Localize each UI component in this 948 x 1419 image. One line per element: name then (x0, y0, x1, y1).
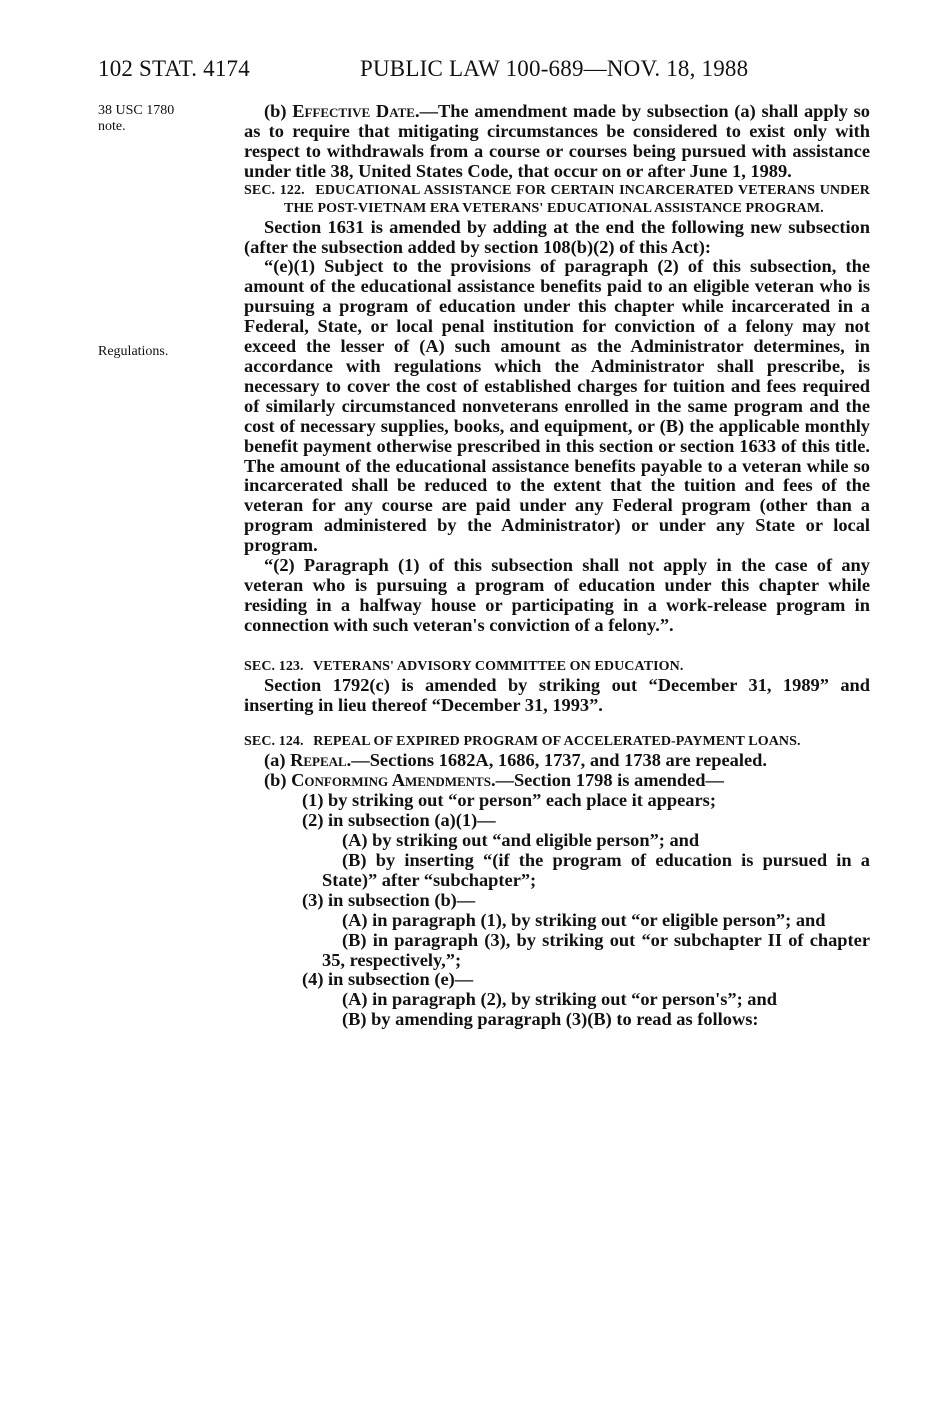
margin-note-usc-line2: note. (98, 119, 126, 134)
effective-date-heading: Effective Date. (292, 101, 420, 121)
amendment-item: (2) in subsection (a)(1)— (302, 810, 496, 831)
repeal-text: —Sections 1682A, 1686, 1737, and 1738 are repealed. (351, 750, 767, 771)
section-123-text: Section 1792(c) is amended by striking out “December 31, 1989” and inserting in lieu thereof “December 31, 1993”. (244, 674, 870, 715)
section-124-title: REPEAL OF EXPIRED PROGRAM OF ACCELERATED-PAYMENT LOANS. (313, 734, 801, 750)
section-124-subsection-a (244, 751, 870, 771)
law-title: PUBLIC LAW 100-689—NOV. 18, 1988 (360, 56, 749, 81)
section-122-number: SEC. 122. (244, 182, 305, 198)
conforming-heading: Conforming Amendments. (291, 770, 496, 791)
amendment-item: (1) by striking out “or person” each place it appears; (302, 790, 716, 811)
section-124-subsection-b (244, 771, 870, 791)
margin-note-regulations: Regulations. (98, 344, 169, 359)
margin-note-usc (98, 103, 218, 135)
margin-note-usc-line1: 38 USC 1780 (98, 103, 175, 118)
repeal-prefix: (a) (264, 750, 286, 771)
section-123-heading (244, 658, 870, 676)
section-124-heading (244, 733, 870, 751)
section-122-heading (244, 182, 870, 218)
document-body (244, 102, 870, 1030)
stat-citation: 102 STAT. 4174 (98, 56, 250, 81)
amendment-item: (A) by striking out “and eligible person”; and (342, 830, 700, 851)
amendment-item: (4) in subsection (e)— (302, 969, 474, 990)
amendment-item: (3) in subsection (b)— (302, 889, 476, 910)
section-122-intro: Section 1631 is amended by adding at the end the following new subsection (after the subsection added by section 108(b)(2) of this Act): (244, 216, 870, 257)
section-122-subsection-e1: “(e)(1) Subject to the provisions of paragraph (2) of this subsection, the amount of the educational assistance benefits paid to an eligible veteran who is pursuing a program of education under this chapter while incarcerated in a Federal, State, or local penal institution for conviction of a felony may not exceed the lesser of (A) such amount as the Administrator determines, in accordance with regulations which the Administrator shall prescribe, is necessary to cover the cost of established charges for tuition and fees required of similarly circumstanced nonveterans enrolled in the same program and the cost of necessary supplies, books, and equipment, or (B) the applicable monthly benefit payment otherwise prescribed in this section or section 1633 of this title. The amount of the educational assistance benefits payable to a veteran while so incarcerated shall be reduced to the extent that the tuition and fees of the veteran for any course are paid under any Federal program (other than a program administered by the Administrator) or under any State or local program. (244, 256, 870, 556)
amendment-item: (A) in paragraph (2), by striking out “or person's”; and (342, 989, 777, 1010)
section-123-title: VETERANS' ADVISORY COMMITTEE ON EDUCATION. (313, 658, 684, 674)
effective-date-paragraph (244, 102, 870, 182)
section-123-number: SEC. 123. (244, 658, 304, 674)
conforming-text: —Section 1798 is amended— (495, 770, 724, 791)
amendment-item: (A) in paragraph (1), by striking out “or eligible person”; and (342, 909, 826, 930)
amendment-item: (B) by inserting “(if the program of education is pursued in a State)” after “subchapter”; (322, 850, 870, 890)
section-122-title: EDUCATIONAL ASSISTANCE FOR CERTAIN INCARCERATED VETERANS UNDER THE POST-VIETNAM ERA VETERANS' EDUCATIONAL ASSISTANCE PROGRAM. (284, 182, 870, 216)
repeal-heading: Repeal. (290, 750, 352, 771)
conforming-prefix: (b) (264, 770, 287, 791)
section-122-subsection-e2: “(2) Paragraph (1) of this subsection shall not apply in the case of any veteran who is pursuing a program of education under this chapter while residing in a halfway house or participating in a work-release program in connection with such veteran's conviction of a felony.”. (244, 555, 870, 635)
amendment-item: (B) by amending paragraph (3)(B) to read as follows: (342, 1009, 759, 1030)
section-124-number: SEC. 124. (244, 734, 304, 750)
effective-date-text: —The amendment made by subsection (a) shall apply so as to require that mitigating circumstances be considered to exist only with respect to withdrawals from a course or courses being pursued with assistance under title 38, United States Code, that occur on or after June 1, 1989. (244, 101, 870, 181)
amendment-item: (B) in paragraph (3), by striking out “or subchapter II of chapter 35, respectively,”; (322, 929, 870, 970)
effective-date-prefix: (b) (264, 101, 287, 121)
